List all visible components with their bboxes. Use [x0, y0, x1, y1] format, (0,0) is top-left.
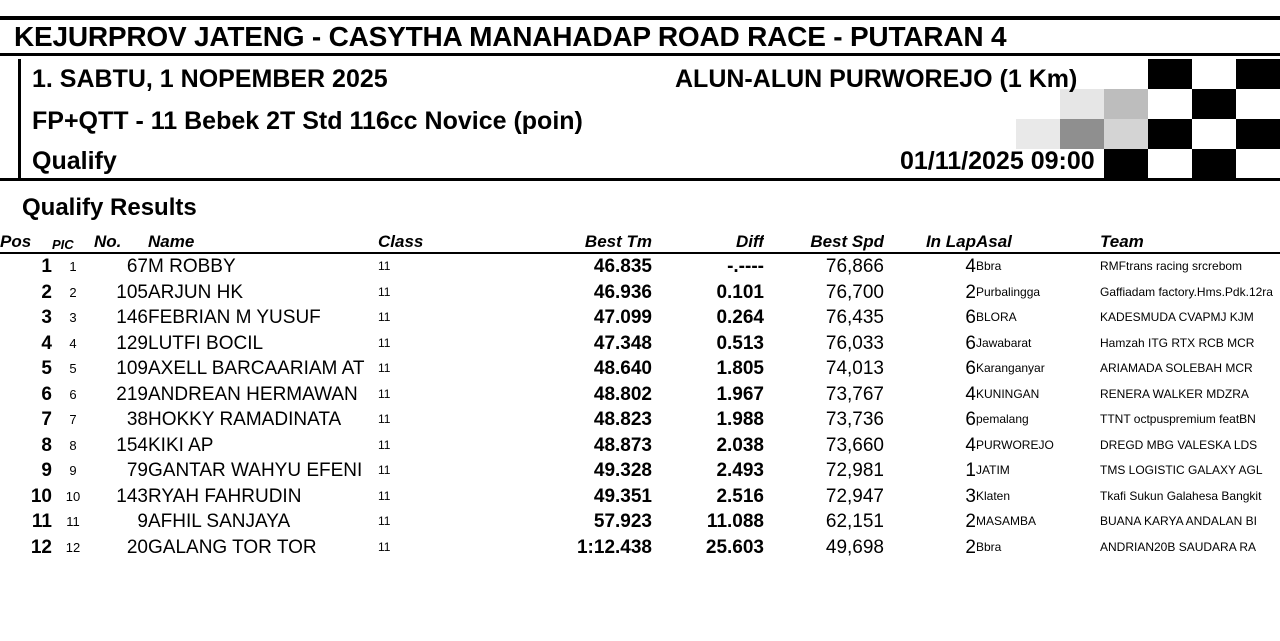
cell-diff: 1.967	[716, 383, 764, 405]
cell-best-spd: 74,013	[825, 358, 884, 379]
cell-diff: 0.101	[716, 281, 764, 303]
table-row	[0, 280, 1280, 306]
cell-pic: 5	[69, 361, 77, 376]
cell-name: AFHIL SANJAYA	[148, 511, 291, 532]
cell-pos: 4	[41, 332, 52, 354]
cell-class: 11	[378, 386, 391, 401]
cell-pic: 10	[65, 488, 81, 504]
table-row	[0, 382, 1280, 408]
cell-pos: 1	[41, 256, 52, 277]
results-table-wrapper	[0, 232, 1280, 560]
cell-diff: 25.603	[705, 536, 764, 558]
event-title: KEJURPROV JATENG - CASYTHA MANAHADAP ROAD RACE - PUTARAN 4	[14, 20, 1007, 52]
cell-asal: Jawabarat	[976, 335, 1032, 350]
event-datetime: 01/11/2025 09:00	[900, 147, 1095, 175]
cell-diff: 1.805	[716, 358, 764, 379]
cell-name: AXELL BARCAARIAM AT	[148, 358, 365, 379]
table-row	[0, 407, 1280, 433]
cell-name: HOKKY RAMADINATA	[148, 409, 342, 430]
cell-asal: Bbra	[976, 539, 1002, 554]
cell-pos: 2	[41, 281, 52, 303]
table-row	[0, 356, 1280, 382]
cell-diff: 0.513	[716, 332, 764, 354]
col-header-name: Name	[148, 232, 378, 253]
event-venue: ALUN-ALUN PURWOREJO (1 Km)	[675, 65, 1078, 93]
cell-asal: MASAMBA	[976, 514, 1037, 528]
cell-best-spd: 76,033	[825, 332, 884, 354]
event-class: FP+QTT - 11 Bebek 2T Std 116cc Novice (poin)	[32, 107, 583, 135]
cell-in-lap: 4	[965, 383, 976, 405]
cell-pic: 1	[69, 259, 77, 274]
table-row	[0, 433, 1280, 459]
cell-class: 11	[378, 437, 391, 452]
cell-best-tm: 49.351	[593, 485, 652, 507]
cell-best-spd: 76,435	[825, 307, 884, 328]
cell-class: 11	[378, 463, 391, 477]
cell-asal: BLORA	[976, 310, 1017, 324]
cell-class: 11	[378, 412, 391, 426]
cell-name: RYAH FAHRUDIN	[148, 485, 302, 507]
cell-best-spd: 73,767	[825, 383, 884, 405]
cell-asal: pemalang	[976, 412, 1029, 426]
cell-best-spd: 49,698	[825, 536, 884, 558]
cell-asal: Bbra	[976, 259, 1002, 273]
cell-pic: 8	[69, 437, 77, 453]
cell-pos: 3	[41, 307, 52, 328]
cell-name: GANTAR WAHYU EFENI	[148, 460, 363, 481]
table-row	[0, 509, 1280, 535]
cell-best-tm: 48.823	[593, 409, 652, 430]
cell-in-lap: 2	[965, 536, 976, 558]
col-header-pic: PIC	[52, 232, 94, 253]
cell-best-spd: 62,151	[825, 511, 884, 532]
cell-asal: JATIM	[976, 463, 1010, 477]
cell-class: 11	[378, 310, 391, 324]
cell-no: 105	[116, 281, 148, 303]
cell-no: 146	[116, 307, 148, 328]
cell-name: GALANG TOR TOR	[148, 536, 317, 558]
cell-pic: 4	[69, 335, 77, 351]
col-header-no: No.	[94, 232, 148, 253]
cell-pos: 6	[41, 383, 52, 405]
cell-asal: KUNINGAN	[976, 386, 1040, 401]
cell-team: Hamzah ITG RTX RCB MCR	[1100, 335, 1255, 350]
cell-pic: 2	[69, 284, 77, 300]
cell-no: 20	[126, 536, 148, 558]
header-left-rule	[18, 59, 21, 181]
col-header-team: Team	[1100, 232, 1280, 253]
cell-best-tm: 49.328	[593, 460, 652, 481]
col-header-pos: Pos	[0, 232, 52, 253]
cell-no: 67	[126, 256, 148, 277]
event-date: 1. SABTU, 1 NOPEMBER 2025	[32, 65, 388, 93]
cell-diff: 0.264	[716, 307, 764, 328]
table-row	[0, 253, 1280, 280]
col-header-class: Class	[378, 232, 528, 253]
event-title-bar	[0, 16, 1280, 56]
cell-no: 129	[116, 332, 148, 354]
cell-class: 11	[378, 284, 391, 299]
cell-name: ARJUN HK	[148, 281, 244, 303]
col-header-asal: Asal	[976, 232, 1100, 253]
results-table	[0, 232, 1280, 560]
cell-in-lap: 2	[965, 281, 976, 303]
cell-best-tm: 48.640	[593, 358, 652, 379]
cell-team: TMS LOGISTIC GALAXY AGL	[1100, 463, 1263, 477]
cell-asal: Purbalingga	[976, 284, 1041, 299]
cell-class: 11	[378, 259, 391, 273]
cell-no: 38	[126, 409, 148, 430]
cell-best-tm: 1:12.438	[576, 536, 652, 558]
cell-in-lap: 6	[965, 358, 976, 379]
cell-in-lap: 4	[965, 256, 976, 277]
cell-class: 11	[378, 539, 391, 554]
cell-in-lap: 2	[965, 511, 976, 532]
col-header-best-spd: Best Spd	[764, 232, 884, 253]
cell-best-tm: 47.348	[593, 332, 652, 354]
cell-best-tm: 57.923	[593, 511, 652, 532]
cell-team: ARIAMADA SOLEBAH MCR	[1100, 361, 1253, 375]
cell-no: 9	[137, 511, 148, 532]
cell-pos: 11	[31, 511, 52, 532]
cell-no: 219	[116, 383, 148, 405]
cell-asal: Karanganyar	[976, 361, 1045, 375]
cell-pos: 9	[41, 460, 52, 481]
cell-best-tm: 48.873	[593, 434, 652, 456]
cell-class: 11	[378, 514, 391, 528]
cell-best-tm: 46.835	[593, 256, 652, 277]
cell-team: BUANA KARYA ANDALAN BI	[1100, 514, 1257, 528]
cell-diff: 2.516	[716, 485, 764, 507]
results-table-head	[0, 232, 1280, 253]
cell-team: RMFtrans racing srcrebom	[1100, 259, 1243, 273]
table-row	[0, 484, 1280, 510]
cell-no: 79	[126, 460, 148, 481]
cell-team: RENERA WALKER MDZRA	[1100, 386, 1249, 401]
cell-best-spd: 73,736	[825, 409, 884, 430]
results-header-row	[0, 232, 1280, 253]
table-row	[0, 458, 1280, 484]
cell-team: DREGD MBG VALESKA LDS	[1100, 437, 1258, 452]
cell-no: 143	[116, 485, 148, 507]
cell-best-spd: 72,981	[825, 460, 884, 481]
cell-no: 109	[116, 358, 148, 379]
cell-best-tm: 46.936	[593, 281, 652, 303]
cell-diff: 1.988	[716, 409, 764, 430]
cell-team: TTNT octpuspremium featBN	[1100, 412, 1256, 426]
cell-name: KIKI AP	[148, 434, 214, 456]
cell-class: 11	[378, 335, 391, 350]
cell-team: ANDRIAN20B SAUDARA RA	[1100, 539, 1257, 554]
cell-best-spd: 72,947	[825, 485, 884, 507]
cell-name: LUTFI BOCIL	[148, 332, 264, 354]
cell-in-lap: 3	[965, 485, 976, 507]
cell-pos: 8	[41, 434, 52, 456]
cell-asal: Klaten	[976, 488, 1011, 503]
cell-name: FEBRIAN M YUSUF	[148, 307, 321, 328]
cell-diff: -.----	[727, 256, 764, 277]
table-row	[0, 305, 1280, 331]
cell-pos: 10	[30, 485, 52, 507]
cell-pic: 3	[69, 310, 77, 325]
cell-no: 154	[116, 434, 148, 456]
cell-pic: 11	[66, 514, 80, 529]
cell-class: 11	[378, 488, 391, 503]
cell-pos: 7	[41, 409, 52, 430]
cell-best-spd: 76,700	[825, 281, 884, 303]
cell-name: M ROBBY	[148, 256, 236, 277]
cell-in-lap: 4	[965, 434, 976, 456]
cell-best-spd: 76,866	[825, 256, 884, 277]
cell-pos: 12	[30, 536, 52, 558]
cell-diff: 2.038	[716, 434, 764, 456]
results-table-body	[0, 253, 1280, 560]
cell-diff: 11.088	[706, 511, 764, 532]
cell-in-lap: 6	[965, 332, 976, 354]
cell-pic: 9	[69, 463, 77, 478]
event-header-block	[0, 59, 1280, 181]
cell-pic: 7	[69, 412, 77, 427]
event-session: Qualify	[32, 147, 117, 175]
cell-pic: 12	[65, 539, 81, 555]
table-row	[0, 331, 1280, 357]
cell-class: 11	[378, 361, 391, 375]
results-section-title: Qualify Results	[22, 194, 197, 221]
cell-pic: 6	[69, 386, 77, 402]
cell-team: KADESMUDA CVAPMJ KJM	[1100, 310, 1254, 324]
col-header-in-lap: In Lap	[884, 232, 976, 253]
table-row	[0, 535, 1280, 561]
col-header-best-tm: Best Tm	[528, 232, 652, 253]
col-header-diff: Diff	[652, 232, 764, 253]
cell-in-lap: 1	[965, 460, 976, 481]
cell-asal: PURWOREJO	[976, 437, 1054, 452]
cell-team: Tkafi Sukun Galahesa Bangkit	[1100, 488, 1262, 503]
cell-best-spd: 73,660	[825, 434, 884, 456]
cell-in-lap: 6	[965, 409, 976, 430]
cell-pos: 5	[41, 358, 52, 379]
cell-diff: 2.493	[716, 460, 764, 481]
cell-team: Gaffiadam factory.Hms.Pdk.12ra	[1100, 284, 1273, 299]
cell-best-tm: 48.802	[593, 383, 652, 405]
cell-name: ANDREAN HERMAWAN	[148, 383, 358, 405]
cell-best-tm: 47.099	[593, 307, 652, 328]
cell-in-lap: 6	[965, 307, 976, 328]
